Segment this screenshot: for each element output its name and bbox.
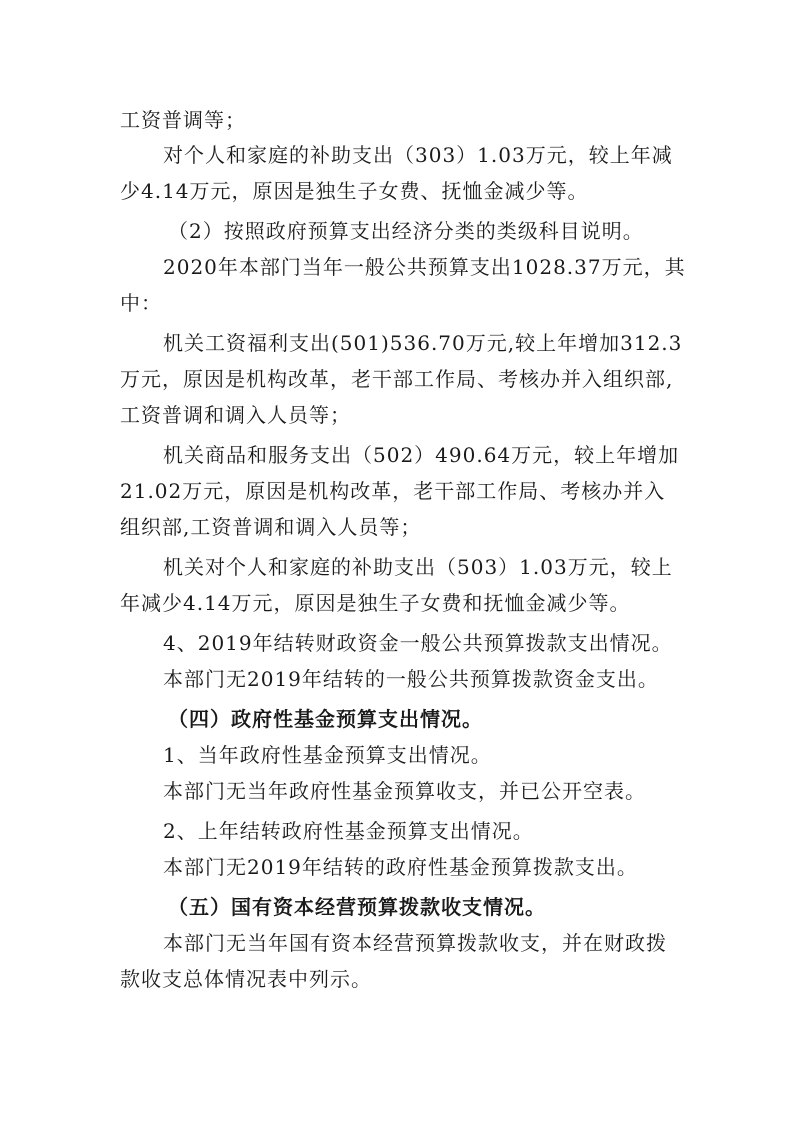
text-line: 机关工资福利支出(501)536.70万元,较上年增加312.3 [163, 331, 683, 355]
section-heading: （五）国有资本经营预算拨款收支情况。 [168, 895, 546, 919]
text-line: 中： [120, 291, 162, 315]
text-line: 本部门无2019年结转的一般公共预算拨款资金支出。 [163, 667, 659, 691]
text-line: 工资普调和调入人员等； [120, 403, 351, 427]
subsection-heading: 4、2019年结转财政资金一般公共预算拨款支出情况。 [163, 631, 673, 655]
section-heading: （四）政府性基金预算支出情况。 [168, 707, 483, 731]
text-line: 本部门无当年国有资本经营预算拨款收支，并在财政拨 [163, 931, 667, 955]
text-line: 21.02万元，原因是机构改革，老干部工作局、考核办并入 [120, 479, 666, 503]
section-heading: （2）按照政府预算支出经济分类的类级科目说明。 [168, 219, 644, 243]
text-line: 对个人和家庭的补助支出（303）1.03万元，较上年减 [163, 143, 673, 167]
text-line: 少4.14万元，原因是独生子女费、抚恤金减少等。 [120, 179, 589, 203]
text-line: 本部门无2019年结转的政府性基金预算拨款支出。 [163, 855, 638, 879]
text-line: 年减少4.14万元，原因是独生子女费和抚恤金减少等。 [120, 591, 631, 615]
text-line: 机关对个人和家庭的补助支出（503）1.03万元，较上 [163, 555, 673, 579]
text-line: 款收支总体情况表中列示。 [120, 967, 372, 991]
text-line: 机关商品和服务支出（502）490.64万元，较上年增加 [163, 443, 680, 467]
text-line: 2020年本部门当年一般公共预算支出1028.37万元，其 [163, 255, 686, 279]
text-line: 工资普调等； [120, 108, 246, 132]
text-line: 本部门无当年政府性基金预算收支，并已公开空表。 [163, 779, 646, 803]
subsection-heading: 2、上年结转政府性基金预算支出情况。 [163, 819, 534, 843]
text-line: 组织部,工资普调和调入人员等； [120, 515, 422, 539]
text-line: 万元，原因是机构改革，老干部工作局、考核办并入组织部, [120, 367, 674, 391]
subsection-heading: 1、当年政府性基金预算支出情况。 [163, 743, 492, 767]
